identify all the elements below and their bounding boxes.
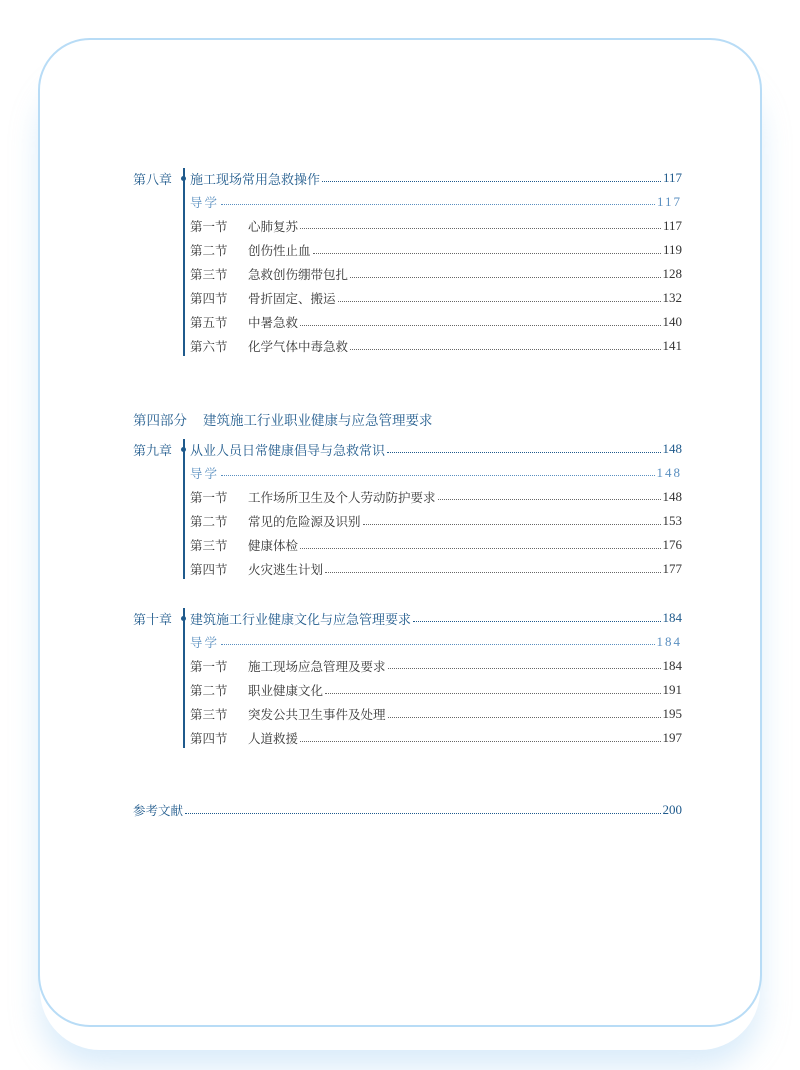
guide-entry[interactable]	[190, 632, 682, 652]
guide-entry[interactable]	[190, 463, 682, 483]
entry-title: 骨折固定、搬运	[248, 291, 336, 307]
dot-leader	[300, 228, 661, 229]
section-entry[interactable]	[190, 656, 682, 676]
entry-label: 第六节	[190, 339, 228, 355]
entry-title: 施工现场常用急救操作	[190, 172, 321, 188]
dot-leader	[387, 452, 660, 453]
page-number: 148	[662, 488, 682, 504]
dot-leader	[221, 644, 654, 645]
part-title: 建筑施工行业职业健康与应急管理要求	[203, 413, 433, 429]
dot-leader	[185, 813, 660, 814]
dot-leader	[388, 668, 661, 669]
entry-label: 第九章	[133, 443, 173, 459]
section-entry[interactable]	[190, 680, 682, 700]
dot-leader	[338, 301, 661, 302]
section-entry[interactable]	[190, 240, 682, 260]
entry-title: 职业健康文化	[248, 683, 324, 698]
entry-label: 第二节	[190, 683, 228, 698]
entry-label: 第一节	[190, 218, 228, 234]
page-number: 200	[662, 802, 682, 817]
page-number: 195	[662, 706, 682, 722]
entry-title: 化学气体中毒急救	[248, 339, 349, 355]
section-entry[interactable]	[190, 535, 682, 555]
dot-leader	[438, 499, 661, 500]
dot-leader	[313, 253, 661, 254]
entry-label: 第五节	[190, 315, 228, 331]
entry-label: 第一节	[190, 658, 228, 674]
entry-title: 导学	[190, 194, 220, 210]
page-number: 197	[662, 730, 682, 746]
entry-title: 创伤性止血	[248, 243, 311, 258]
entry-title: 人道救援	[248, 731, 299, 747]
dot-leader	[300, 548, 660, 549]
section-entry[interactable]	[190, 728, 682, 748]
section-entry[interactable]	[190, 216, 682, 236]
page-number: 141	[662, 338, 682, 354]
page-number: 119	[662, 242, 682, 257]
entry-title: 导学	[190, 634, 220, 650]
dot-leader	[325, 693, 660, 694]
entry-label: 第二节	[190, 243, 228, 258]
entry-label: 第二节	[190, 514, 228, 529]
entry-title: 心肺复苏	[248, 218, 299, 234]
entry-title: 中暑急救	[248, 315, 299, 331]
entry-title: 工作场所卫生及个人劳动防护要求	[248, 489, 436, 505]
entry-label: 第三节	[190, 538, 228, 554]
section-entry[interactable]	[190, 559, 682, 579]
entry-title: 参考文献	[133, 803, 184, 818]
dot-leader	[300, 325, 660, 326]
entry-label: 第四节	[190, 562, 228, 578]
entry-title: 常见的危险源及识别	[248, 514, 361, 529]
chapter-vertical-line	[183, 439, 185, 579]
entry-title: 导学	[190, 465, 220, 481]
dot-leader	[325, 572, 660, 573]
chapter-vertical-line	[183, 168, 185, 356]
entry-label: 第三节	[190, 707, 228, 723]
entry-title: 急救创伤绷带包扎	[248, 267, 349, 283]
dot-leader	[300, 741, 660, 742]
dot-leader	[413, 621, 660, 622]
entry-title: 突发公共卫生事件及处理	[248, 707, 386, 723]
dot-leader	[388, 717, 661, 718]
chapter-entry[interactable]	[133, 439, 682, 459]
section-entry[interactable]	[190, 264, 682, 284]
entry-title: 建筑施工行业健康文化与应急管理要求	[190, 612, 412, 628]
entry-title: 从业人员日常健康倡导与急救常识	[190, 443, 386, 459]
page-number: 117	[662, 217, 682, 233]
page-number: 148	[662, 441, 682, 456]
entry-title: 火灾逃生计划	[248, 562, 324, 578]
entry-label: 第十章	[133, 612, 173, 628]
page-number: 177	[662, 561, 682, 577]
section-entry[interactable]	[190, 704, 682, 724]
entry-label: 第四节	[190, 291, 228, 307]
chapter-entry[interactable]	[133, 608, 682, 628]
dot-leader	[221, 475, 654, 476]
section-entry[interactable]	[190, 312, 682, 332]
page-number: 117	[662, 170, 682, 185]
page-number: 148	[656, 464, 682, 480]
dot-leader	[350, 277, 660, 278]
entry-label: 第四节	[190, 731, 228, 747]
references-entry[interactable]	[133, 800, 682, 820]
entry-title: 健康体检	[248, 538, 299, 554]
dot-leader	[322, 181, 661, 182]
guide-entry[interactable]	[190, 192, 682, 212]
chapter-vertical-line	[183, 608, 185, 748]
chapter-entry[interactable]	[133, 168, 682, 188]
section-entry[interactable]	[190, 288, 682, 308]
page-number: 191	[662, 682, 682, 697]
page-number: 184	[662, 657, 682, 673]
entry-label: 第八章	[133, 172, 173, 188]
dot-leader	[221, 204, 655, 205]
page-number: 117	[656, 193, 682, 209]
dot-leader	[363, 524, 661, 525]
page-number: 128	[662, 266, 682, 282]
page-number: 184	[656, 633, 682, 649]
page-number: 132	[662, 290, 682, 306]
page-number: 153	[662, 513, 682, 528]
section-entry[interactable]	[190, 487, 682, 507]
entry-label: 第三节	[190, 267, 228, 283]
entry-title: 施工现场应急管理及要求	[248, 658, 386, 674]
page-number: 140	[662, 314, 682, 330]
page-number: 176	[662, 537, 682, 553]
dot-leader	[350, 349, 660, 350]
part-label: 第四部分	[133, 413, 187, 429]
section-entry[interactable]	[190, 511, 682, 531]
entry-label: 第一节	[190, 489, 228, 505]
section-entry[interactable]	[190, 336, 682, 356]
part-heading	[133, 409, 433, 429]
page-number: 184	[662, 610, 682, 625]
